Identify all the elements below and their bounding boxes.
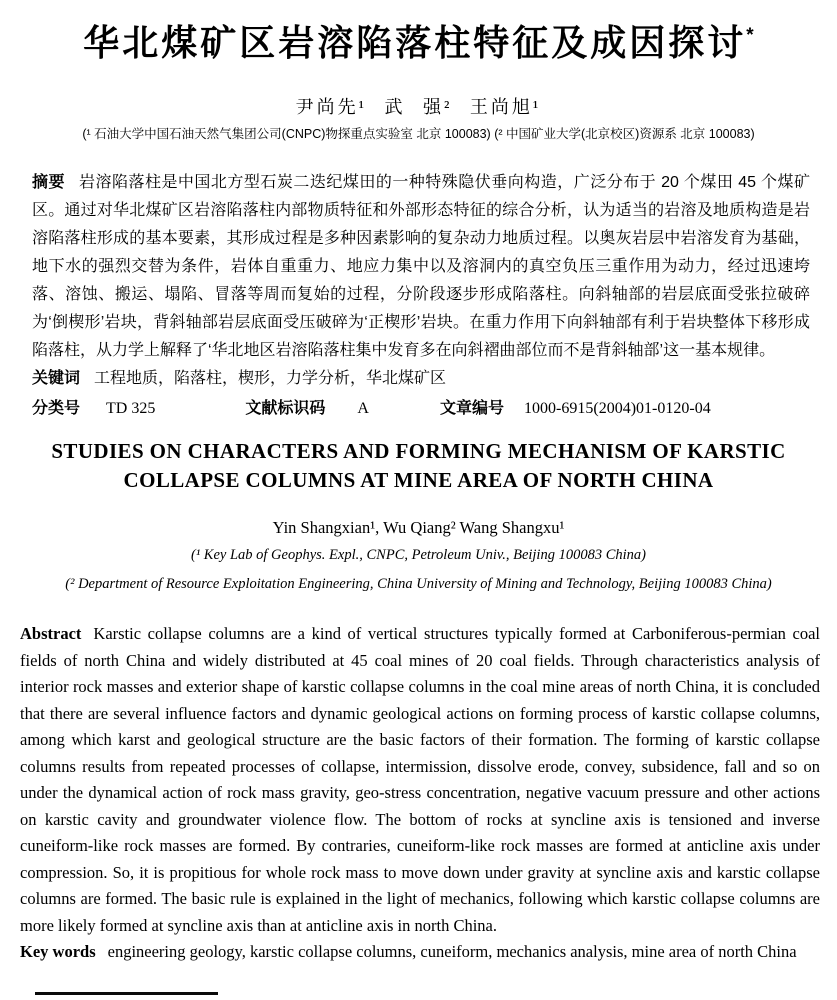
keywords-en xyxy=(20,939,820,966)
paper-title-zh xyxy=(0,0,837,65)
abstract-zh xyxy=(32,169,810,365)
abstract-en-label: Abstract xyxy=(20,624,82,643)
paper-title-en-line1: STUDIES ON CHARACTERS AND FORMING MECHANISM OF KARSTIC xyxy=(51,439,786,463)
doc-code: A xyxy=(357,400,369,417)
authors-zh: 尹尚先¹ 武 强² 王尚旭¹ xyxy=(295,97,542,117)
keywords-zh-text: 工程地质，陷落柱，楔形，力学分析，华北煤矿区 xyxy=(94,370,447,387)
abstract-en xyxy=(20,621,820,939)
article-id-label: 文章编号 xyxy=(440,400,505,417)
affiliation-zh: (¹ 石油大学中国石油天然气集团公司(CNPC)物探重点实验室 北京 100083) (² 中国矿业大学(北京校区)资源系 北京 100083) xyxy=(82,127,755,141)
keywords-en-text: engineering geology, karstic collapse columns, cuneiform, mechanics analysis, mine area of north China xyxy=(107,942,797,961)
abstract-en-text: Karstic collapse columns are a kind of vertical structures typically formed at Carboniferous-permian coal fields of north China and widely distributed at 45 coal mines of 20 coal fields. Through characteristics analysis of interior rock masses and exterior shape of karstic collapse columns in the coal mine areas of north China, it is concluded that there are several influence factors and dynamic geological actions on forming process of karstic collapse columns, among which karst and geological structure are the basic factors of their formation. The forming of karstic collapse columns results from repeated processes of collapse, intermission, dissolve erode, convey, subsidence, fall and so on under the dynamical action of rock mass gravity, geo-stress concentration, negative vacuum pressure and other actions on karstic cavity and groundwater violence flow. The bottom of rocks at syncline axis is tensioned and inverse cuneiform-like rock masses are formed. By contraries, cuneiform-like rock masses are formed at anticline axis under compression. So, it is propitious for whole rock mass to move down under gravity at syncline axis and karstic collapse columns are formed. The basic rule is explained in the light of mechanics, following which karstic collapse columns are more likely formed at syncline axis than at anticline axis in north China. xyxy=(20,624,820,935)
authors-en: Yin Shangxian¹, Wu Qiang² Wang Shangxu¹ xyxy=(272,518,565,537)
doc-code-label: 文献标识码 xyxy=(245,400,326,417)
keywords-zh xyxy=(32,365,810,393)
affiliation-en-2: (² Department of Resource Exploitation Engineering, China University of Mining and Technology, Beijing 100083 China) xyxy=(65,576,772,592)
paper-title-en xyxy=(0,437,837,495)
abstract-zh-label: 摘要 xyxy=(32,174,65,191)
affiliation-en-1: (¹ Key Lab of Geophys. Expl., CNPC, Petroleum Univ., Beijing 100083 China) xyxy=(191,547,646,563)
article-meta-row xyxy=(32,395,810,423)
footnote-separator-rule xyxy=(35,992,218,995)
paper-title-en-line2: COLLAPSE COLUMNS AT MINE AREA OF NORTH CHINA xyxy=(123,468,714,492)
article-id: 1000-6915(2004)01-0120-04 xyxy=(524,400,711,417)
keywords-zh-label: 关键词 xyxy=(32,370,81,387)
paper-title-zh-text: 华北煤矿区岩溶陷落柱特征及成因探讨 xyxy=(83,22,747,63)
title-footnote-marker-icon: * xyxy=(746,25,754,46)
clc-number: TD 325 xyxy=(106,400,156,417)
clc-label: 分类号 xyxy=(32,400,81,417)
keywords-en-label: Key words xyxy=(20,942,96,961)
abstract-zh-text: 岩溶陷落柱是中国北方型石炭二迭纪煤田的一种特殊隐伏垂向构造，广泛分布于 20 个煤田 45 个煤矿区。通过对华北煤矿区岩溶陷落柱内部物质特征和外部形态特征的综合分析，认为适当的岩溶及地质构造是岩溶陷落柱形成的基本要素，其形成过程是多种因素影响的复杂动力地质过程。以奥灰岩层中岩溶发育为基础，地下水的强烈交替为条件，岩体自重重力、地应力集中以及溶洞内的真空负压三重作用为动力，经过迅速垮落、溶蚀、搬运、塌陷、冒落等周而复始的过程，分阶段逐步形成陷落柱。向斜轴部的岩层底面受张拉破碎为‘倒楔形’岩块，背斜轴部岩层底面受压破碎为‘正楔形’岩块。在重力作用下向斜轴部有利于岩块整体下移形成陷落柱，从力学上解释了‘华北地区岩溶陷落柱集中发育多在向斜褶曲部位而不是背斜轴部’这一基本规律。 xyxy=(32,174,810,359)
